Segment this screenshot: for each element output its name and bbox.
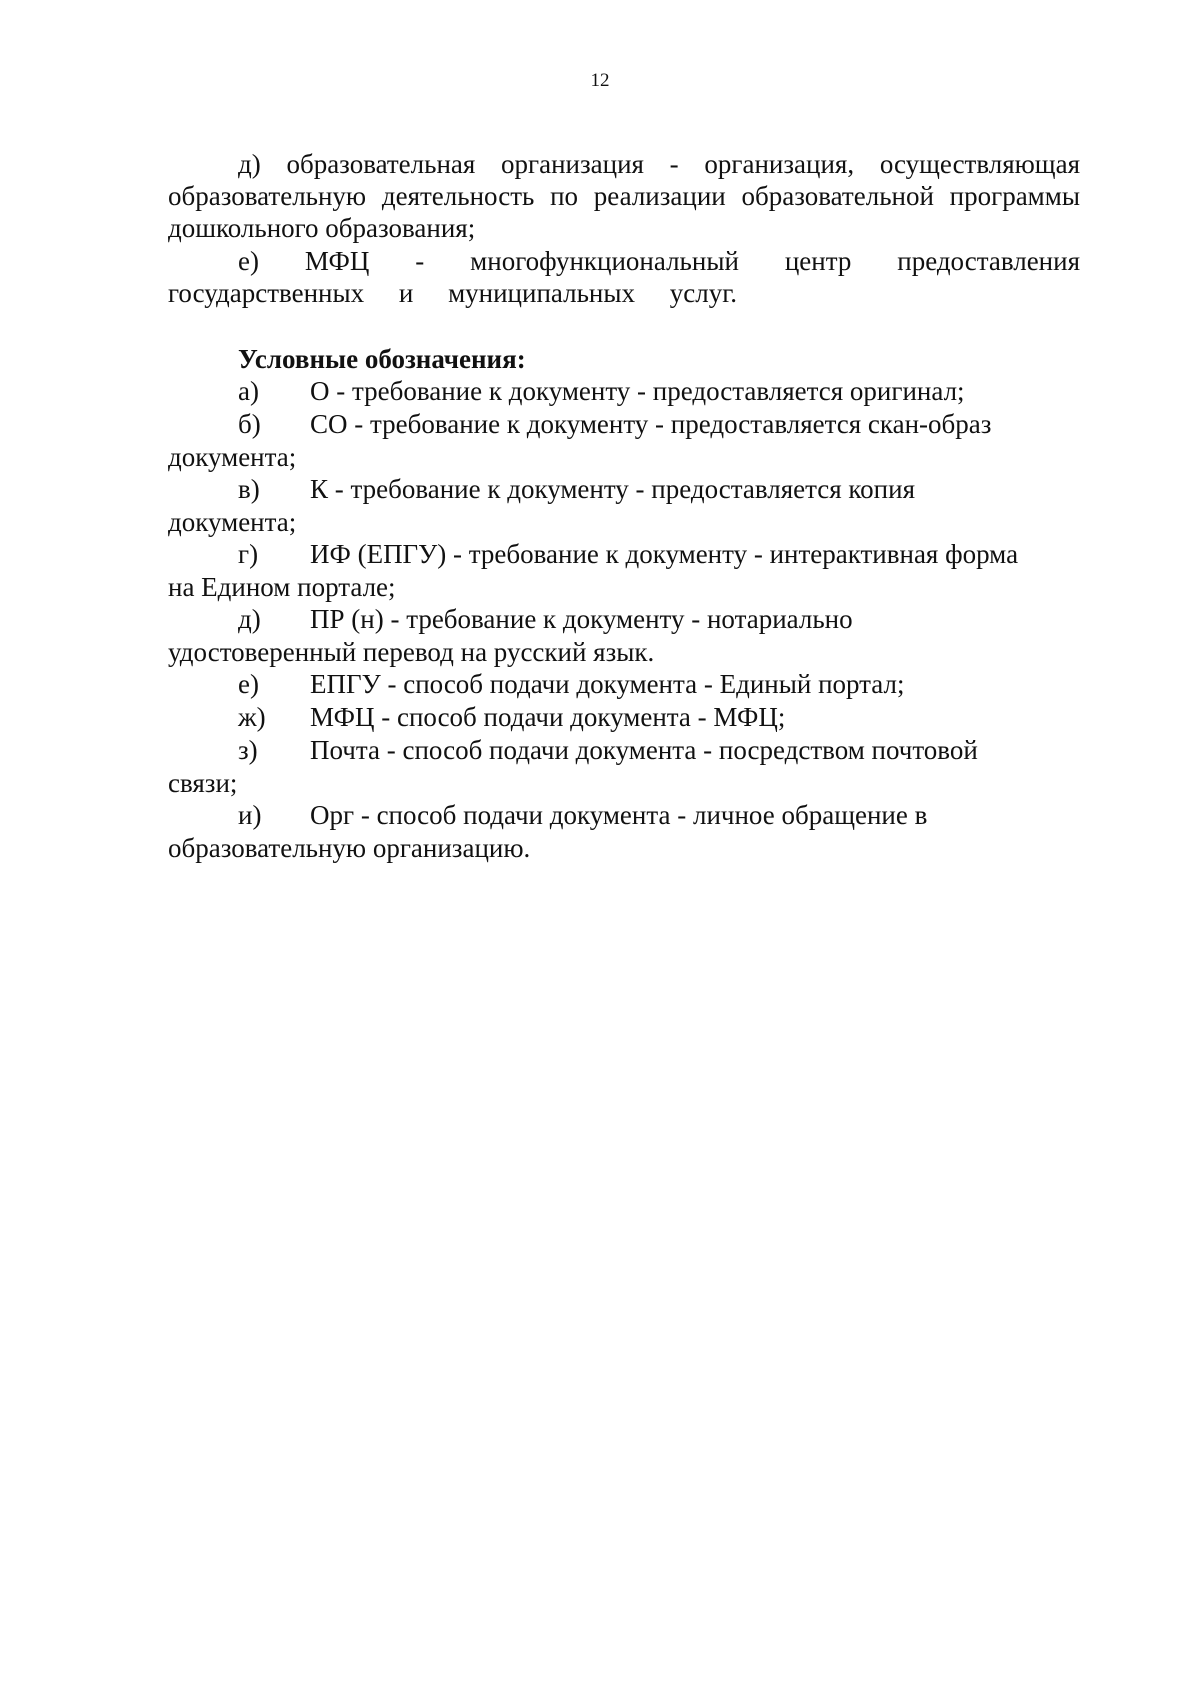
- legend-item-e: [168, 668, 1088, 701]
- legend-item-letter: ж): [238, 702, 266, 732]
- definition-paragraph-e: е) МФЦ - многофункциональный центр предоставления государственных и муниципальных услуг.: [168, 246, 1080, 308]
- legend-item-continuation: документа;: [168, 442, 297, 472]
- legend-item-continuation: на Едином портале;: [168, 572, 396, 602]
- definition-paragraph-d: д) образовательная организация - организация, осуществляющая образовательную деятельность по реализации образовательной программы дошкольного образования;: [168, 149, 1080, 243]
- legend-item-text: ИФ (ЕПГУ) - требование к документу - интерактивная форма: [310, 539, 1019, 569]
- legend-item-g: [168, 538, 1088, 604]
- legend-item-text: СО - требование к документу - предоставляется скан-образ: [310, 409, 992, 439]
- legend-item-letter: е): [238, 669, 259, 699]
- legend-item-text: МФЦ - способ подачи документа - МФЦ;: [310, 702, 786, 732]
- legend-item-zh: [168, 701, 1088, 734]
- legend-item-a: [168, 375, 1088, 408]
- legend-item-letter: г): [238, 539, 259, 569]
- legend-item-text: К - требование к документу - предоставляется копия: [310, 474, 915, 504]
- legend-item-letter: в): [238, 474, 260, 504]
- legend-item-z: [168, 734, 1088, 800]
- legend-item-text: О - требование к документу - предоставляется оригинал;: [310, 376, 965, 406]
- legend-item-d: [168, 603, 1088, 669]
- legend-item-letter: д): [238, 604, 261, 634]
- legend-item-text: Орг - способ подачи документа - личное обращение в: [310, 800, 928, 830]
- legend-item-letter: и): [238, 800, 262, 830]
- legend-item-text: ЕПГУ - способ подачи документа - Единый портал;: [310, 669, 905, 699]
- legend-item-text: ПР (н) - требование к документу - нотариально: [310, 604, 853, 634]
- page-number: 12: [590, 70, 610, 91]
- legend-heading: Условные обозначения:: [238, 344, 526, 374]
- legend-item-continuation: связи;: [168, 768, 238, 798]
- legend-item-continuation: документа;: [168, 507, 297, 537]
- legend-item-continuation: удостоверенный перевод на русский язык.: [168, 637, 655, 667]
- legend-item-text: Почта - способ подачи документа - посредством почтовой: [310, 735, 978, 765]
- legend-item-letter: з): [238, 735, 258, 765]
- legend-item-letter: а): [238, 376, 259, 406]
- legend-item-continuation: образовательную организацию.: [168, 833, 531, 863]
- legend-item-b: [168, 408, 1088, 474]
- legend-item-i: [168, 799, 1088, 865]
- legend-item-letter: б): [238, 409, 261, 439]
- legend-item-v: [168, 473, 1088, 539]
